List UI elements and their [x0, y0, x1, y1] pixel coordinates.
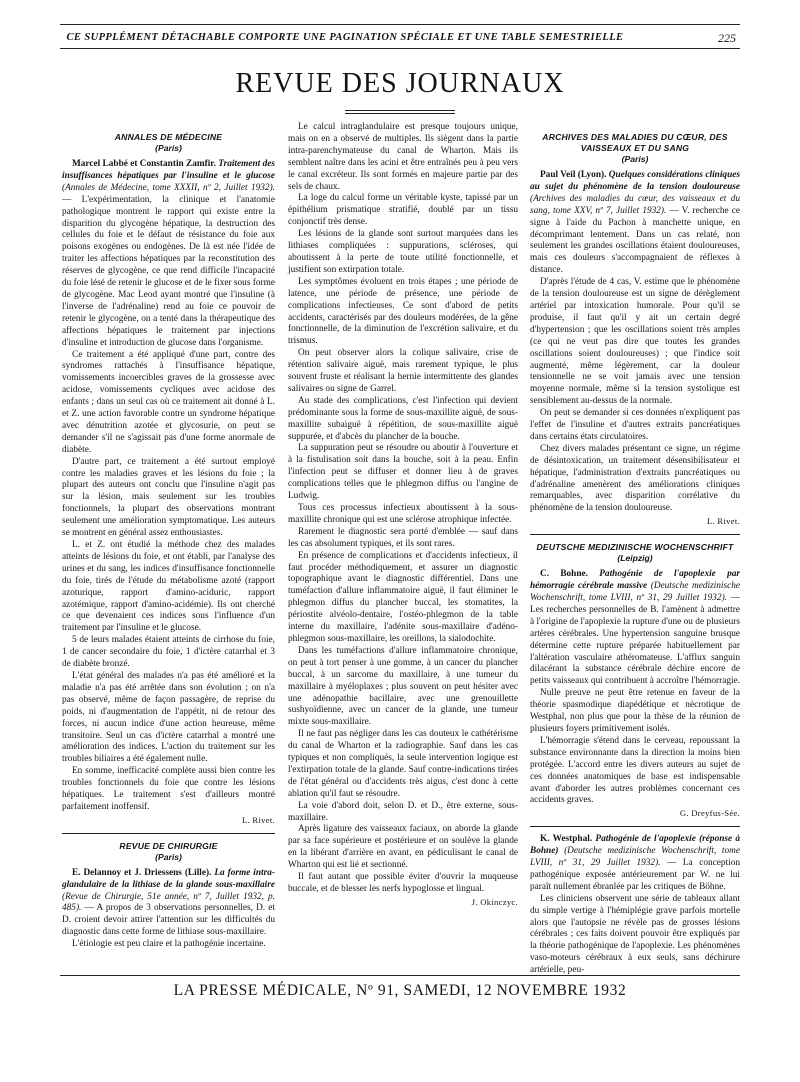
article-paragraph: En somme, inefficacité complète aussi bien contre les troubles fonctionnels du foie que contre les lésions hépatiques. Le traitement s'est d'ailleurs montré parfaitement inoffensif.: [62, 766, 275, 812]
column-middle: [288, 122, 518, 968]
article-source: (Deutsche medizinische Wochenschrift, tome LVIII, nº 31, 29 Juillet 1932).: [530, 581, 740, 603]
article-paragraph: En présence de complications et d'accidents infectieux, il faut procéder méthodiquement, et assurer un diagnostic topographique avant le diagnostic différentiel. Dans une tuméfaction d'allure inflammatoire aiguë, il faut éliminer le phlegmon diffus du plancher buccal, les stomatites, la périostite alvéolo-dentaire, l'ostéo-phlegmon de la table interne du maxillaire, l'adénite sous-maxillaire d'adéno-phlegmon sous-maxillaire, les oreillons, la sialodochite.: [288, 550, 518, 644]
author-signature: J. Okinczyc.: [471, 896, 518, 907]
article-paragraph: Après ligature des vaisseaux faciaux, on aborde la glande par sa face supérieure et postérieure et on soulève la glande en la libérant d'arrière en avant, en pédiculisant le canal de Wharton qui est lié et sectionné.: [288, 824, 518, 871]
article-paragraph: Il ne faut pas négliger dans les cas douteux le cathétérisme du canal de Wharton et la radiographie. Sauf dans les cas typiques et non compliqués, la seule intervention logique est l'extirpation totale de la glande. Sauf contre-indications tirées de l'état général ou d'accidents très aigus, c'est donc à cette ablation qu'il faut se résoudre.: [288, 729, 518, 799]
footer-rule: [60, 975, 740, 976]
article-title: Pathogénie de l'apoplexie par hémorragie cérébrale massive: [530, 569, 740, 592]
article-paragraph: — L'expérimentation, la clinique et l'anatomie pathologique montrent le rapport qui existe entre la disparition du glycogène hépatique, la destruction des cellules du foie et le défaut de résistance du foie aux poisons exogènes ou endogènes. De là est née l'idée de traiter les affections hépatiques par la reconstitution des réserves de glycogène, ce que rend difficile l'incapacité du foie lésé de retenir le glucose et de le fixer sous forme de glycogène. Mac Leod ayant montré que l'insuline (à l'inverse de l'adrénaline) rend au foie ce pouvoir de retenir le glycogène, on a tenté dans la thérapeutique des affections hépatiques le traitement par injections d'insuline et introduction de glucose dans l'organisme.: [62, 194, 275, 348]
article-source: (Revue de Chirurgie, 51e année, nº 7, Juillet 1932, p. 485).: [62, 891, 275, 914]
article-authors: C. Bohne.: [540, 569, 588, 580]
article-paragraph: La loge du calcul forme un véritable kyste, tapissé par un épithélium prismatique stratifié, doublé par un tissu conjonctif très dense.: [288, 193, 518, 228]
article-source: (Archives des maladies du cœur, des vaisseaux et du sang, tome XXV, nº 7, Juillet 1932).: [530, 193, 740, 216]
article-header: [62, 868, 275, 939]
title-underline-double: [345, 113, 455, 114]
article-title: La forme intra-glandulaire de la lithiase de la glande sous-maxillaire: [62, 867, 276, 890]
article-paragraph: — Les recherches personnelles de B. l'amènent à admettre à l'origine de l'apoplexie la rupture d'une ou de plusieurs artères cérébrales. Une hypertension sanguine brusque détermine cette rupture préparée habituellement par l'altération vasculaire athéromateuse. L'afflux sanguin dilacérant la substance cérébrale déchire encore de petits vaisseaux qui contribuent à accroître l'hémorragie.: [530, 593, 741, 687]
article-paragraph: L'étiologie est peu claire et la pathogénie incertaine.: [72, 939, 266, 950]
page-title: REVUE DES JOURNAUX: [235, 68, 565, 99]
article-paragraph: On peut observer alors la colique salivaire, crise de rétention salivaire aiguë, mais rarement typique, le plus souvent fruste et réalisant la hernie intermittente des glandes salivaires ou signe de Garrel.: [288, 348, 518, 394]
journal-city: (Leipzig): [617, 553, 653, 564]
article-paragraph: — La conception pathogénique exposée antérieurement par W. ne lui paraît nullement ébranlée par les critiques de Böhne.: [530, 858, 741, 892]
author-signature: L. Rivet.: [706, 516, 740, 527]
article-paragraph: Ce traitement a été appliqué d'une part, contre des syndromes rattachés à l'insuffisance hépatique, vomissements incoercibles graves de la grossesse avec acidose, vomissements cycliques avec acidose des enfants ; dans un seul cas où ce traitement ait donné à L. et Z. une action favorable contre un syndrome hépatique avec dénutrition azotée et glycosurie, on peut se demander s'il ne s'agissait pas d'une forme anormale de diabète.: [62, 349, 275, 455]
article-paragraph: L'état général des malades n'a pas été amélioré et la maladie n'a pas été arrêtée dans son évolution ; on n'a pas observé, même de façon passagère, de reprise du poids, ni d'augmentation de l'appétit, ni de retour des forces, ni aucun indice d'une action heureuse, même transitoire. Seul un cas d'ictère catarrhal a montré une amélioration des indices. L'action du traitement sur les troubles biliaires a été également nulle.: [62, 670, 275, 765]
journal-city: (Paris): [155, 143, 182, 153]
article-source: (Annales de Médecine, tome XXXII, nº 2, Juillet 1932).: [62, 182, 275, 193]
article-header: [62, 159, 275, 350]
article-paragraph: Au stade des complications, c'est l'infection qui devient prédominante sous la forme de sous-maxillite aiguë, de sous-maxillite subaiguë à répétition, de sous-maxillite aiguë suppurée, et d'abcès du plancher de la bouche.: [288, 395, 518, 442]
article-paragraph: Rarement le diagnostic sera porté d'emblée — sauf dans les cas absolument typiques, et ils sont rares.: [288, 526, 518, 549]
article-paragraph: Nulle preuve ne peut être retenue en faveur de la théorie spasmodique diapédétique et nécrotique de Westphal, non plus que pour la thèse de la réunion de plusieurs foyers primitivement isolés.: [530, 688, 740, 734]
article-paragraph: La voie d'abord doit, selon D. et D., être externe, sous-maxillaire.: [288, 800, 518, 823]
article-paragraph: D'autre part, ce traitement a été surtout employé contre les maladies graves et les lésions du foie ; la plupart des auteurs ont conclu que l'insuline n'agit pas sur la lésion, mais seulement sur les troubles fonctionnels, la plupart des observations montrant seulement une amélioration symptomatique. Les auteurs se montrent en général assez enthousiastes.: [62, 456, 275, 539]
article-paragraph: L. et Z. ont étudié la méthode chez des malades atteints de lésions du foie, et ont établi, par l'analyse des urines et du sang, les indices d'insuffisance fonctionnelle du foie, tirés de l'étude du métabolisme azoté (rapport azoturique, rapport d'amino-aciduric, rapport azotémique, rapport d'amino-acidémie). Ils ont cherché ce que devenaient ces indices sous l'influence d'un traitement par l'insuline et le glucose.: [62, 540, 275, 634]
author-signature: L. Rivet.: [241, 814, 275, 825]
title-underline: [345, 110, 455, 111]
article-authors: E. Delannoy et J. Driessens (Lille).: [72, 867, 212, 878]
section-divider: [530, 534, 740, 535]
top-rule: [60, 24, 740, 25]
article-paragraph: — A propos de 3 observations personnelles, D. et D. croient devoir attirer l'attention sur les difficultés du diagnostic dans cette forme de lithiase sous-maxillaire.: [62, 903, 275, 938]
article-authors: Marcel Labbé et Constantin Zamfir.: [72, 159, 216, 169]
article-paragraph: Les cliniciens observent une série de tableaux allant du simple vertige à l'hémiplégie grave parfois mortelle alors que l'autopsie ne révèle pas de grosses lésions cérébrales ; ces faits doivent pouvoir être expliqués par la théorie pathogénique de l'apoplexie. Les phénomènes vaso-moteurs cérébraux à eux seuls, sans déchirure artérielle, peu-: [530, 893, 740, 976]
article-authors: K. Westphal.: [540, 834, 593, 845]
page-footer: LA PRESSE MÉDICALE, Nº 91, SAMEDI, 12 NOVEMBRE 1932: [173, 982, 627, 999]
article-source: (Deutsche medizinische Wochenschrift, tome LVIII, nº 31, 29 Juillet 1932).: [530, 846, 740, 869]
article-authors: Paul Veil (Lyon).: [540, 170, 607, 180]
article-header: [530, 170, 740, 277]
section-divider: [62, 833, 275, 834]
journal-title: DEUTSCHE MEDIZINISCHE WOCHENSCHRIFT: [536, 542, 734, 553]
section-divider: [530, 826, 740, 827]
article-paragraph: L'hémorragie s'étend dans le cerveau, repoussant la substance environnante dans la direction la moins bien protégée. L'accord entre les divers auteurs au sujet de ces données anatomiques de base est indispensable avant d'aborder les autres problèmes concernant ces accidents graves.: [530, 735, 740, 806]
article-paragraph: Les symptômes évoluent en trois étapes ; une période de latence, une période de présence, une période de complications infectieuses. Ce sont d'abord de petits accidents, caractérisés par des douleurs modérées, de la gêne fonctionnelle, de la diminution de l'excrétion salivaire, et du trismus.: [288, 276, 518, 347]
article-paragraph: Il faut autant que possible éviter d'ouvrir la muqueuse buccale, et de blesser les nerfs hypoglosse et lingual.: [288, 872, 518, 894]
article-paragraph: Le calcul intraglandulaire est presque toujours unique, mais on en a observé de multiples. Ils siègent dans la partie intra-parenchymateuse du canal de Wharton. Mais ils semblent naître dans les acini et être entraînés peu à peu vers le canal excréteur. Ils sont formés en majeure partie par des sels de chaux.: [288, 122, 518, 192]
article-title: Pathogénie de l'apoplexie (réponse à Bohne): [530, 834, 741, 857]
article-paragraph: — V. recherche ce signe à l'aide du Pachon à manchette unique, en décomprimant lentement. Dans un cas relaté, non seulement les grandes oscillations étaient douloureuses, mais ces douleurs s'accompagnaient de réflexes à distance.: [530, 205, 740, 276]
supplement-banner: CE SUPPLÉMENT DÉTACHABLE COMPORTE UNE PAGINATION SPÉCIALE ET UNE TABLE SEMESTRIELLE: [66, 32, 624, 43]
article-paragraph: Chez divers malades présentant ce signe, un régime de désintoxication, un traitement désensibilisateur et hépatique, l'administration d'extraits pancréatiques ou d'adrénaline amenèrent des améliorations cliniques remarquables, avec disparition corrélative du phénomène de la tension douloureuse.: [530, 443, 740, 514]
article-title: Quelques considérations cliniques au sujet du phénomène de la tension douloureuse: [530, 170, 740, 192]
article-paragraph: D'après l'étude de 4 cas, V. estime que le phénomène de la tension douloureuse est un signe de dérèglement artériel par intoxication humorale. Pour qu'il se produise, il faut qu'il y ait un certain degré d'hypertension ; que les oscillations soient très amples (ce qui ne veut pas dire que toutes les grandes oscillations soient douloureuses) ; que l'indice soit augmenté, même légèrement, car la douleur tensionnelle ne se voit jamais avec une tension moyenne normale, même si la tension systolique est sensiblement au-dessus de la normale.: [530, 277, 740, 407]
article-paragraph: Tous ces processus infectieux aboutissent à la sous-maxillite chronique qui est une sclérose atrophique infectée.: [288, 503, 518, 525]
article-paragraph: On peut se demander si ces données n'expliquent pas l'effet de l'insuline et d'autres extraits pancréatiques dans certains états circulatoires.: [530, 408, 740, 442]
journal-title: REVUE DE CHIRURGIE: [119, 840, 218, 851]
article-header: [530, 834, 740, 894]
article-paragraph: Dans les tuméfactions d'allure inflammatoire chronique, on peut à tort penser à une gomme, à un cancer du plancher buccal, à un sarcome du maxillaire, à une tumeur du maxillaire à myéloplaxes ; plus souvent on peut hésiter avec une adénopathie bacillaire, avec une grenouillette sushyoïdienne, avec un cancer de la glande, une tumeur mixte sous-maxillaire.: [288, 645, 518, 728]
article-paragraph: 5 de leurs malades étaient atteints de cirrhose du foie, 1 de cancer secondaire du foie, 1 d'ictère catarrhal et 3 de diabète bronzé.: [62, 635, 275, 670]
banner-bottom-rule: [60, 48, 740, 49]
column-left: [62, 132, 275, 968]
journal-city: (Paris): [155, 851, 182, 862]
article-header: [530, 569, 740, 688]
journal-city: (Paris): [621, 154, 649, 164]
page-number: 225: [718, 31, 736, 45]
author-signature: G. Dreyfus-Sée.: [679, 808, 740, 819]
column-right: [530, 132, 741, 976]
article-paragraph: La suppuration peut se résoudre ou aboutir à l'ouverture et à la fistulisation soit dans la bouche, soit à la peau. Enfin l'infection peut se diffuser et donner lieu à de graves complications telles que le phlegmon diffus ou l'angine de Ludwig.: [288, 443, 518, 502]
journal-title: ARCHIVES DES MALADIES DU CŒUR, DES VAISSEAUX ET DU SANG: [542, 132, 728, 153]
article-paragraph: Les lésions de la glande sont surtout marquées dans les lithiases compliquées : suppurations, scléroses, qui aboutissent à la perte de toute utilité fonctionnelle, et justifient son extirpation totale.: [288, 229, 518, 275]
article-title: Traitement des insuffisances hépatiques par l'insuline et le glucose: [62, 159, 275, 181]
journal-title: ANNALES DE MÉDECINE: [114, 132, 223, 142]
